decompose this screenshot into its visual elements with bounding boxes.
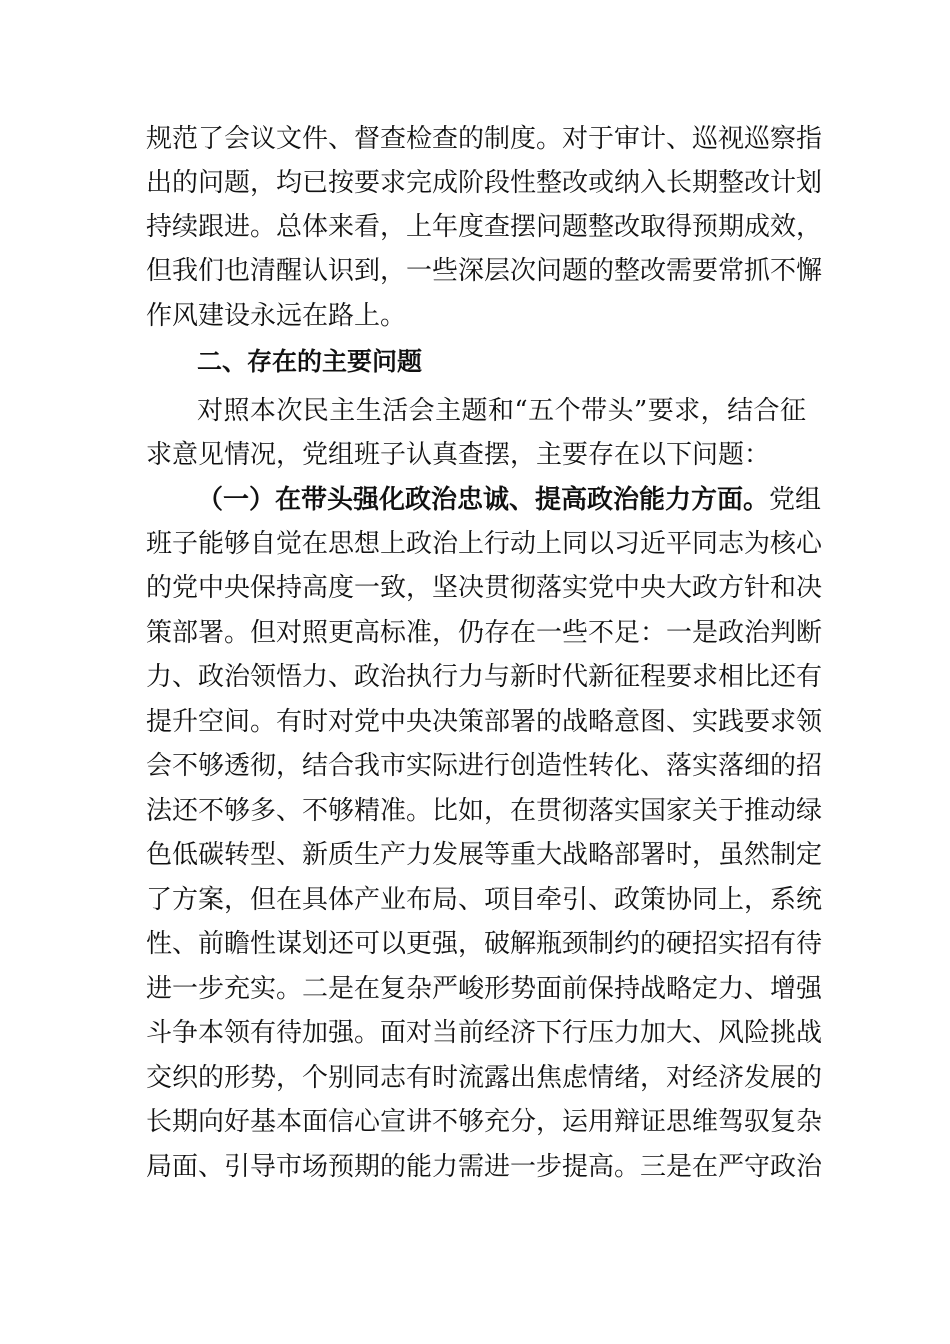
paragraph-line: 色低碳转型、新质生产力发展等重大战略部署时，虽然制定	[146, 840, 823, 870]
paragraph-line: 求意见情况，党组班子认真查摆，主要存在以下问题：	[146, 440, 771, 470]
paragraph-line: 规范了会议文件、督查检查的制度。对于审计、巡视巡察指	[146, 124, 823, 154]
paragraph-line: 进一步充实。二是在复杂严峻形势面前保持战略定力、增强	[146, 974, 823, 1004]
subsection-title: （一）在带头强化政治忠诚、提高政治能力方面。	[197, 485, 770, 515]
subsection-lead-line	[197, 478, 822, 522]
paragraph-line: 出的问题，均已按要求完成阶段性整改或纳入长期整改计划	[146, 168, 823, 198]
paragraph-line: 法还不够多、不够精准。比如，在贯彻落实国家关于推动绿	[146, 796, 823, 826]
paragraph-line: 但我们也清醒认识到，一些深层次问题的整改需要常抓不懈	[146, 256, 823, 286]
paragraph-line: 局面、引导市场预期的能力需进一步提高。三是在严守政治	[146, 1152, 823, 1182]
subsection-lead-text: 党组	[769, 485, 822, 515]
paragraph-line: 交织的形势，个别同志有时流露出焦虑情绪，对经济发展的	[146, 1063, 823, 1093]
paragraph-line: 策部署。但对照更高标准，仍存在一些不足：一是政治判断	[146, 618, 823, 648]
paragraph-line: 长期向好基本面信心宣讲不够充分，运用辩证思维驾驭复杂	[146, 1107, 823, 1137]
paragraph-line: 斗争本领有待加强。面对当前经济下行压力加大、风险挑战	[146, 1018, 823, 1048]
paragraph-line: 对照本次民主生活会主题和“五个带头”要求，结合征	[197, 396, 806, 426]
paragraph-line: 性、前瞻性谋划还可以更强，破解瓶颈制约的硬招实招有待	[146, 929, 823, 959]
paragraph-line: 提升空间。有时对党中央决策部署的战略意图、实践要求领	[146, 707, 823, 737]
paragraph-line: 班子能够自觉在思想上政治上行动上同以习近平同志为核心	[146, 529, 823, 559]
paragraph-line: 作风建设永远在路上。	[146, 301, 407, 331]
paragraph-line: 力、政治领悟力、政治执行力与新时代新征程要求相比还有	[146, 662, 823, 692]
paragraph-line: 持续跟进。总体来看，上年度查摆问题整改取得预期成效，	[146, 212, 823, 242]
paragraph-line: 的党中央保持高度一致，坚决贯彻落实党中央大政方针和决	[146, 573, 823, 603]
paragraph-line: 了方案，但在具体产业布局、项目牵引、政策协同上，系统	[146, 885, 823, 915]
paragraph-line: 会不够透彻，结合我市实际进行创造性转化、落实落细的招	[146, 751, 823, 781]
section-heading: 二、存在的主要问题	[197, 347, 423, 376]
